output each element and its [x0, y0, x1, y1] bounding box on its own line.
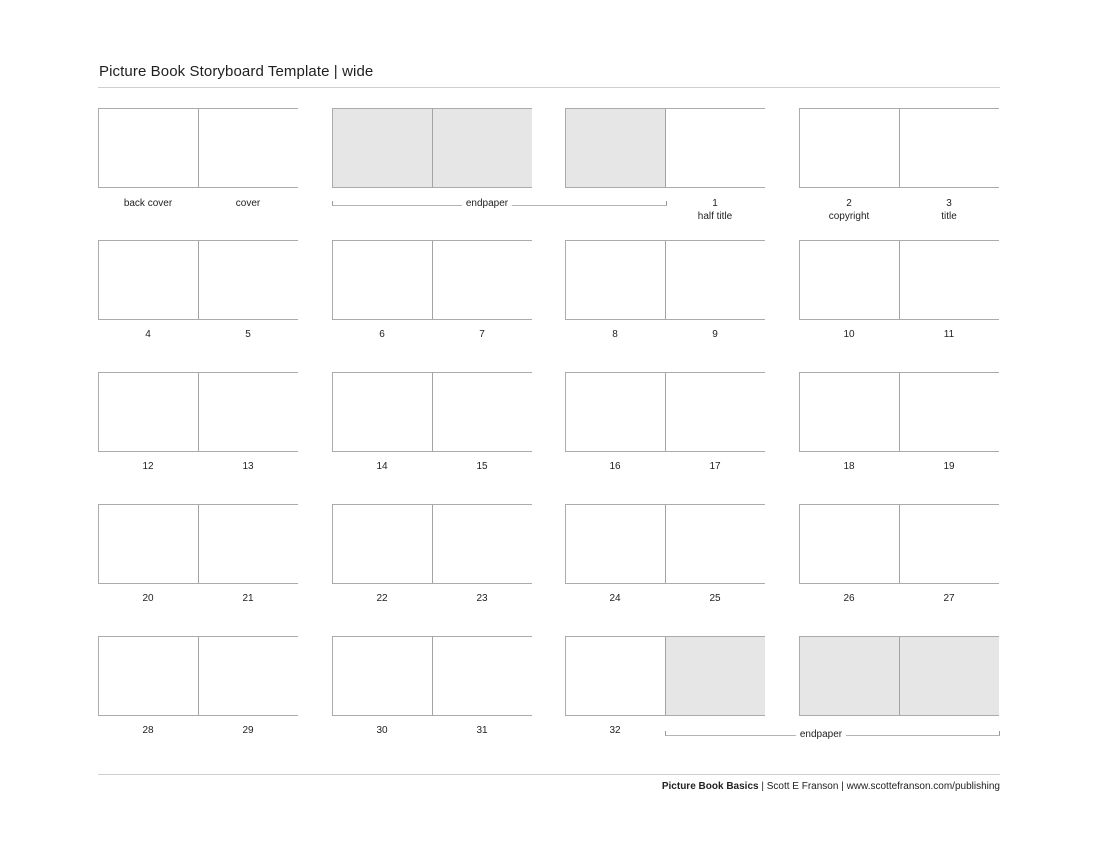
footer-credit-text: | Scott E Franson | www.scottefranson.com/publishing	[758, 781, 1000, 792]
spine-line	[198, 241, 199, 319]
front-endpaper-label: endpaper	[462, 198, 512, 210]
left-page	[333, 373, 432, 451]
page-number: 28	[142, 725, 154, 736]
page-number: 18	[843, 461, 855, 472]
page-label	[332, 329, 432, 342]
left-page	[800, 109, 899, 187]
page-number: 2	[846, 198, 852, 209]
spine-line	[899, 637, 900, 715]
page-number: 5	[245, 329, 251, 340]
page-number: 1	[712, 198, 718, 209]
page-number: 8	[612, 329, 618, 340]
right-page	[199, 637, 298, 715]
page-number: 3	[946, 198, 952, 209]
page-number: 4	[145, 329, 151, 340]
page-label	[665, 329, 765, 342]
right-page	[433, 241, 532, 319]
left-page	[566, 241, 665, 319]
spread	[98, 240, 298, 320]
left-page	[333, 637, 432, 715]
page-label	[799, 461, 899, 474]
spine-line	[198, 505, 199, 583]
page-number: 7	[479, 329, 485, 340]
right-page-endpaper	[900, 637, 999, 715]
spine-line	[432, 373, 433, 451]
right-page	[666, 241, 765, 319]
page-label	[799, 198, 899, 223]
spread	[332, 372, 532, 452]
page-label	[665, 198, 765, 223]
spread	[98, 108, 298, 188]
page-label	[899, 593, 999, 606]
left-page	[333, 505, 432, 583]
page-number: 21	[242, 593, 254, 604]
spine-line	[432, 505, 433, 583]
left-page-endpaper	[333, 109, 432, 187]
page-label	[98, 329, 198, 342]
page-label	[799, 329, 899, 342]
page-number: 11	[943, 329, 955, 340]
page-number: 32	[609, 725, 621, 736]
page-label	[432, 725, 532, 738]
left-page-endpaper	[800, 637, 899, 715]
page-label	[665, 461, 765, 474]
page-number: 12	[142, 461, 154, 472]
page-role-label: cover	[235, 198, 261, 209]
left-page	[99, 505, 198, 583]
page-number: 14	[376, 461, 388, 472]
page-number: 22	[376, 593, 388, 604]
page-label	[198, 593, 298, 606]
spine-line	[899, 109, 900, 187]
right-page	[900, 241, 999, 319]
spread	[565, 240, 765, 320]
spread	[799, 372, 999, 452]
page-label	[98, 725, 198, 738]
page-label	[198, 461, 298, 474]
page-role-label: back cover	[123, 198, 173, 209]
left-page	[800, 373, 899, 451]
back-endpaper-label: endpaper	[796, 729, 846, 741]
page-label	[198, 198, 298, 211]
page-label	[565, 725, 665, 738]
left-page	[566, 505, 665, 583]
header-rule	[98, 87, 1000, 88]
page-number: 13	[242, 461, 254, 472]
right-page	[900, 109, 999, 187]
page-number: 23	[476, 593, 488, 604]
page-role-label: copyright	[828, 210, 870, 222]
spine-line	[198, 373, 199, 451]
spread	[332, 504, 532, 584]
left-page	[800, 241, 899, 319]
left-page	[99, 637, 198, 715]
right-page	[666, 109, 765, 187]
spread	[98, 636, 298, 716]
page-label	[198, 725, 298, 738]
footer-credit	[662, 781, 1000, 792]
page-label	[98, 461, 198, 474]
page-label	[98, 198, 198, 211]
page-label	[332, 461, 432, 474]
left-page	[566, 637, 665, 715]
page-number: 30	[376, 725, 388, 736]
right-page	[666, 373, 765, 451]
spread	[332, 108, 532, 188]
spine-line	[665, 373, 666, 451]
page-label	[332, 593, 432, 606]
spine-line	[665, 109, 666, 187]
page-label	[98, 593, 198, 606]
left-page	[99, 109, 198, 187]
spread	[565, 636, 765, 716]
page-label	[899, 198, 999, 223]
spine-line	[899, 373, 900, 451]
spine-line	[665, 505, 666, 583]
spread	[799, 504, 999, 584]
right-page	[199, 373, 298, 451]
page-number: 27	[943, 593, 955, 604]
spread	[332, 240, 532, 320]
page-label	[432, 329, 532, 342]
page-number: 31	[476, 725, 488, 736]
spread	[98, 372, 298, 452]
page-number: 25	[709, 593, 721, 604]
page-label	[565, 461, 665, 474]
page-label	[432, 461, 532, 474]
page-label	[799, 593, 899, 606]
right-page-endpaper	[433, 109, 532, 187]
page-label	[899, 461, 999, 474]
spine-line	[198, 637, 199, 715]
page-title: Picture Book Storyboard Template | wide	[99, 63, 374, 80]
left-page	[800, 505, 899, 583]
right-page	[199, 241, 298, 319]
left-page	[99, 241, 198, 319]
left-page	[99, 373, 198, 451]
spine-line	[899, 241, 900, 319]
page-number: 19	[943, 461, 955, 472]
page-role-label: title	[941, 210, 957, 222]
page-number: 9	[712, 329, 718, 340]
left-page	[333, 241, 432, 319]
page-number: 16	[609, 461, 621, 472]
page-number: 29	[242, 725, 254, 736]
page-label	[565, 593, 665, 606]
spine-line	[665, 637, 666, 715]
right-page	[433, 637, 532, 715]
left-page-endpaper	[566, 109, 665, 187]
footer-brand: Picture Book Basics	[661, 781, 759, 792]
spine-line	[198, 109, 199, 187]
spread	[565, 504, 765, 584]
page-label	[332, 725, 432, 738]
right-page	[900, 505, 999, 583]
spine-line	[432, 241, 433, 319]
page-label	[665, 593, 765, 606]
spine-line	[432, 637, 433, 715]
left-page	[566, 373, 665, 451]
page-number: 24	[609, 593, 621, 604]
right-page	[199, 505, 298, 583]
right-page	[900, 373, 999, 451]
footer-rule	[98, 774, 1000, 775]
spine-line	[899, 505, 900, 583]
spread	[98, 504, 298, 584]
page-number: 10	[843, 329, 855, 340]
spread	[799, 240, 999, 320]
spine-line	[432, 109, 433, 187]
spread	[565, 372, 765, 452]
page-label	[899, 329, 999, 342]
right-page	[433, 373, 532, 451]
spread	[799, 636, 999, 716]
page-label	[432, 593, 532, 606]
page-label	[198, 329, 298, 342]
page-label	[565, 329, 665, 342]
right-page-endpaper	[666, 637, 765, 715]
page-number: 26	[843, 593, 855, 604]
page-number: 17	[709, 461, 721, 472]
spread	[799, 108, 999, 188]
spine-line	[665, 241, 666, 319]
page-number: 20	[142, 593, 154, 604]
right-page	[666, 505, 765, 583]
page-role-label: half title	[697, 210, 733, 222]
right-page	[199, 109, 298, 187]
spread	[332, 636, 532, 716]
right-page	[433, 505, 532, 583]
page-number: 15	[476, 461, 488, 472]
page-number: 6	[379, 329, 385, 340]
spread	[565, 108, 765, 188]
